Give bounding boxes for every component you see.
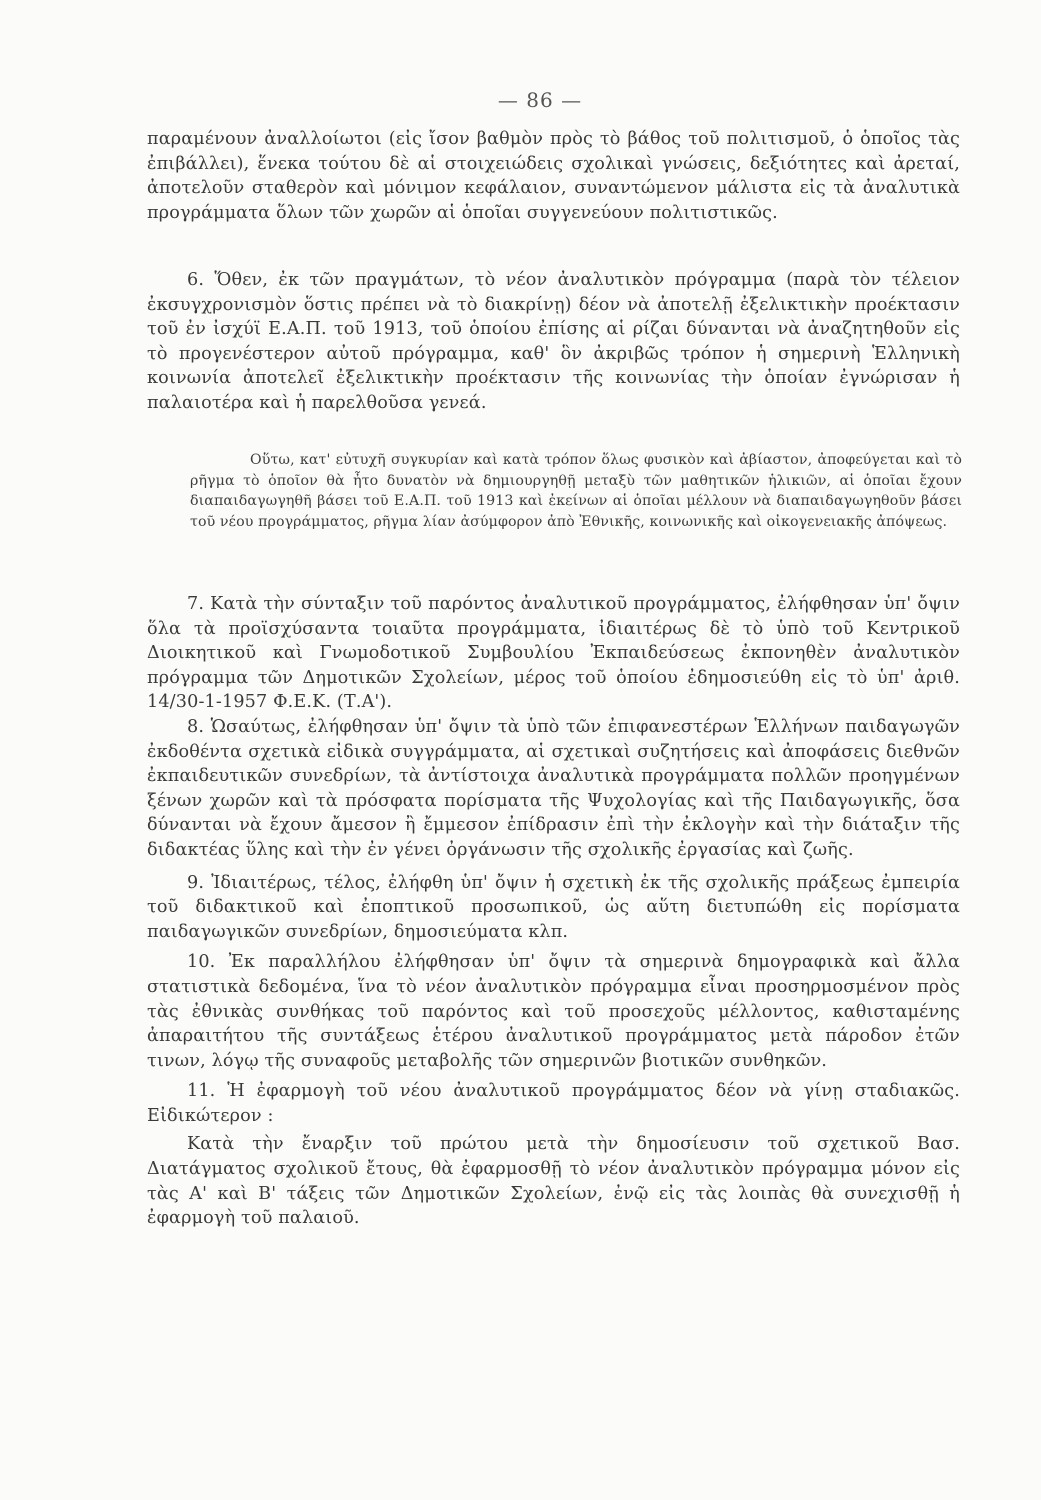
footnote-block: [190, 450, 962, 532]
paragraph-8: 8. Ὡσαύτως, ἐλήφθησαν ὑπ' ὄψιν τὰ ὑπὸ τῶν ἐπιφανεστέρων Ἑλλήνων παιδαγωγῶν ἐκδοθέντα σχετικὰ εἰδικὰ συγγράμματα, αἱ σχετικαὶ συζητήσεις καὶ ἀποφάσεις διεθνῶν ἐκπαιδευτικῶν συνεδρίων, τὰ ἀντίστοιχα ἀναλυτικὰ προγράμματα πολλῶν προηγμένων ξένων χωρῶν καὶ τὰ πρόσφατα πορίσματα τῆς Ψυχολογίας καὶ τῆς Παιδαγωγικῆς, ὅσα δύνανται νὰ ἔχουν ἄμεσον ἢ ἔμμεσον ἐπίδρασιν ἐπὶ τὴν ἐκλογὴν καὶ τὴν διάταξιν τῆς διδακτέας ὕλης καὶ τὴν ἐν γένει ὀργάνωσιν τῆς σχολικῆς ἐργασίας καὶ ζωῆς.: [147, 716, 960, 860]
paragraph-7: 7. Κατὰ τὴν σύνταξιν τοῦ παρόντος ἀναλυτικοῦ προγράμματος, ἐλήφθησαν ὑπ' ὄψιν ὅλα τὰ προϊσχύσαντα τοιαῦτα προγράμματα, ἰδιαιτέρως δὲ τὸ ὑπὸ τοῦ Κεντρικοῦ Διοικητικοῦ καὶ Γνωμοδοτικοῦ Συμβουλίου Ἐκπαιδεύσεως ἐκπονηθὲν ἀναλυτικὸν πρόγραμμα τῶν Δημοτικῶν Σχολείων, μέρος τοῦ ὁποίου ἐδημοσιεύθη εἰς τὸ ὑπ' ἀριθ. 14/30-1-1957 Φ.Ε.Κ. (Τ.Α').: [147, 594, 960, 713]
paragraph-10: 10. Ἐκ παραλλήλου ἐλήφθησαν ὑπ' ὄψιν τὰ σημερινὰ δημογραφικὰ καὶ ἄλλα στατιστικὰ δεδομένα, ἵνα τὸ νέον ἀναλυτικὸν πρόγραμμα εἶναι προσηρμοσμένον πρὸς τὰς ἐθνικὰς συνθήκας τοῦ παρόντος καὶ τοῦ προσεχοῦς μέλλοντος, καθισταμένης ἀπαραιτήτου τῆς συντάξεως ἑτέρου ἀναλυτικοῦ προγράμματος μετὰ πάροδον ἐτῶν τινων, λόγῳ τῆς συναφοῦς μεταβολῆς τῶν σημερινῶν βιοτικῶν συνθηκῶν.: [147, 952, 960, 1071]
paragraph-11-detail: Κατὰ τὴν ἔναρξιν τοῦ πρώτου μετὰ τὴν δημοσίευσιν τοῦ σχετικοῦ Βασ. Διατάγματος σχολικοῦ ἔτους, θὰ ἐφαρμοσθῇ τὸ νέον ἀναλυτικὸν πρόγραμμα μόνον εἰς τὰς Α' καὶ Β' τάξεις τῶν Δημοτικῶν Σχολείων, ἐνῷ εἰς τὰς λοιπὰς θὰ συνεχισθῇ ἡ ἐφαρμογὴ τοῦ παλαιοῦ.: [147, 1134, 960, 1229]
paragraph-9: 9. Ἰδιαιτέρως, τέλος, ἐλήφθη ὑπ' ὄψιν ἡ σχετικὴ ἐκ τῆς σχολικῆς πράξεως ἐμπειρία τοῦ διδακτικοῦ καὶ ἐποπτικοῦ προσωπικοῦ, ὡς αὕτη διετυπώθη εἰς πορίσματα παιδαγωγικῶν συνεδρίων, δημοσιεύματα κλπ.: [147, 872, 960, 942]
body-text-top: [147, 127, 960, 225]
body-text-section-6: [147, 268, 960, 416]
page-number: — 86 —: [497, 88, 583, 112]
paragraph-6: 6. Ὅθεν, ἐκ τῶν πραγμάτων, τὸ νέον ἀναλυτικὸν πρόγραμμα (παρὰ τὸν τέλειον ἐκσυγχρονισμὸν ὅστις πρέπει νὰ τὸ διακρίνῃ) δέον νὰ ἀποτελῇ ἐξελικτικὴν προέκτασιν τοῦ ἐν ἰσχύϊ Ε.Α.Π. τοῦ 1913, τοῦ ὁποίου ἐπίσης αἱ ρίζαι δύνανται νὰ ἀναζητηθοῦν εἰς τὸ προγενέστερον αὐτοῦ πρόγραμμα, καθ' ὃν ἀκριβῶς τρόπον ἡ σημερινὴ Ἑλληνικὴ κοινωνία ἀποτελεῖ ἐξελικτικὴν προέκτασιν τῆς κοινωνίας τὴν ὁποίαν ἐγνώρισαν ἡ παλαιοτέρα καὶ ἡ παρελθοῦσα γενεά.: [147, 270, 960, 413]
paragraph-continuation: παραμένουν ἀναλλοίωτοι (εἰς ἴσον βαθμὸν πρὸς τὸ βάθος τοῦ πολιτισμοῦ, ὁ ὁποῖος τὰς ἐπιβάλλει), ἕνεκα τούτου δὲ αἱ στοιχειώδεις σχολικαὶ γνώσεις, δεξιότητες καὶ ἀρεταί, ἀποτελοῦν σταθερὸν καὶ μόνιμον κεφάλαιον, συναντώμενον μάλιστα εἰς τὰ ἀναλυτικὰ προγράμματα ὅλων τῶν χωρῶν αἱ ὁποῖαι συγγενεύουν πολιτιστικῶς.: [147, 129, 960, 223]
body-text-sections-7-11: [147, 592, 960, 1231]
paragraph-11: 11. Ἡ ἐφαρμογὴ τοῦ νέου ἀναλυτικοῦ προγράμματος δέον νὰ γίνῃ σταδιακῶς. Εἰδικώτερον :: [147, 1081, 960, 1126]
note-paragraph: Οὕτω, κατ' εὐτυχῆ συγκυρίαν καὶ κατὰ τρόπον ὅλως φυσικὸν καὶ ἀβίαστον, ἀποφεύγεται καὶ τὸ ρῆγμα τὸ ὁποῖον θὰ ἦτο δυνατὸν νὰ δημιουργηθῇ μεταξὺ τῶν μαθητικῶν ἡλικιῶν, αἱ ὁποῖαι ἔχουν διαπαιδαγωγηθῆ βάσει τοῦ Ε.Α.Π. τοῦ 1913 καὶ ἐκείνων αἱ ὁποῖαι μέλλουν νὰ διαπαιδαγωγηθοῦν βάσει τοῦ νέου προγράμματος, ρῆγμα λίαν ἀσύμφορον ἀπὸ Ἐθνικῆς, κοινωνικῆς καὶ οἰκογενειακῆς ἀπόψεως.: [190, 452, 962, 530]
